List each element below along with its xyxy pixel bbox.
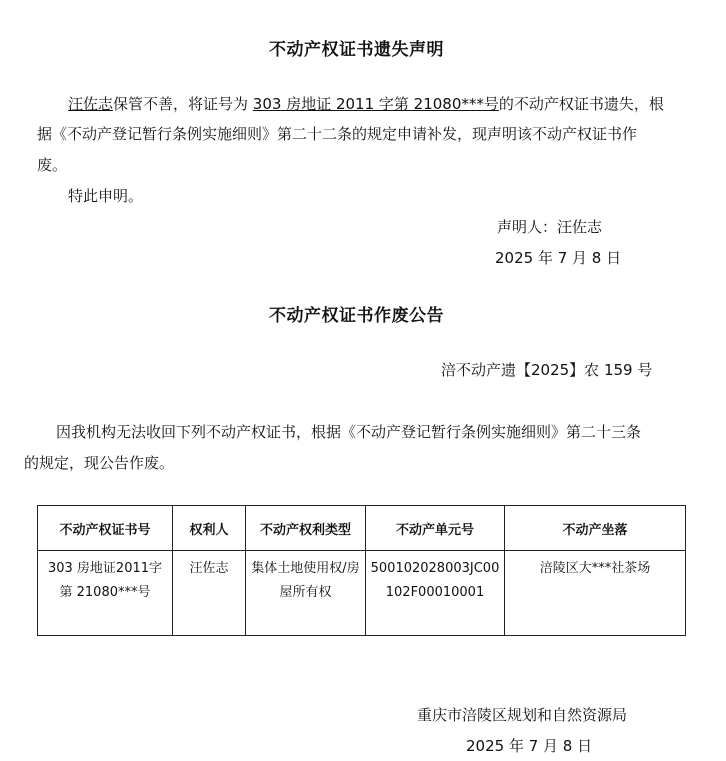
issuer: 重庆市涪陵区规划和自然资源局 bbox=[417, 706, 628, 724]
paragraph-text: 的不动产权证书遗失，根 bbox=[498, 95, 664, 113]
column-header: 不动产权利类型 bbox=[246, 506, 366, 551]
declaration-closing: 特此申明。 bbox=[68, 187, 144, 205]
owner-name: 汪佐志 bbox=[68, 95, 114, 113]
column-header: 不动产权证书号 bbox=[38, 506, 173, 551]
column-header: 不动产单元号 bbox=[366, 506, 505, 551]
owner-cell: 汪佐志 bbox=[173, 551, 246, 636]
declaration-paragraph-line1 bbox=[68, 89, 664, 119]
table-header-row bbox=[38, 506, 686, 551]
certificate-number: 303 房地证 2011 字第 21080***号 bbox=[252, 95, 499, 113]
declaration-paragraph-line2: 据《不动产登记暂行条例实施细则》第二十二条的规定申请补发，现声明该不动产权证书作 bbox=[37, 125, 638, 143]
certificate-number-cell: 303 房地证2011字第 21080***号 bbox=[38, 551, 173, 636]
certificate-table bbox=[37, 505, 686, 636]
declaration-date: 2025 年 7 月 8 日 bbox=[495, 249, 622, 267]
paragraph-text: 保管不善，将证号为 bbox=[113, 95, 253, 113]
announcement-reference-number: 涪不动产遗【2025】农 159 号 bbox=[441, 361, 653, 379]
right-type-cell: 集体土地使用权/房屋所有权 bbox=[246, 551, 366, 636]
table-row bbox=[38, 551, 686, 636]
column-header: 权利人 bbox=[173, 506, 246, 551]
announcement-paragraph-line2: 的规定，现公告作废。 bbox=[24, 454, 175, 472]
announcement-paragraph-line1: 因我机构无法收回下列不动产权证书，根据《不动产登记暂行条例实施细则》第二十三条 bbox=[56, 423, 642, 441]
declaration-title: 不动产权证书遗失声明 bbox=[269, 40, 444, 60]
unit-number-cell: 500102028003JC00102F00010001 bbox=[366, 551, 505, 636]
announcement-date: 2025 年 7 月 8 日 bbox=[466, 737, 593, 755]
column-header: 不动产坐落 bbox=[505, 506, 686, 551]
declaration-paragraph-line3: 废。 bbox=[37, 156, 68, 174]
announcement-title: 不动产权证书作废公告 bbox=[269, 306, 444, 326]
declarant: 声明人：汪佐志 bbox=[497, 218, 603, 236]
location-cell: 涪陵区大***社茶场 bbox=[505, 551, 686, 636]
